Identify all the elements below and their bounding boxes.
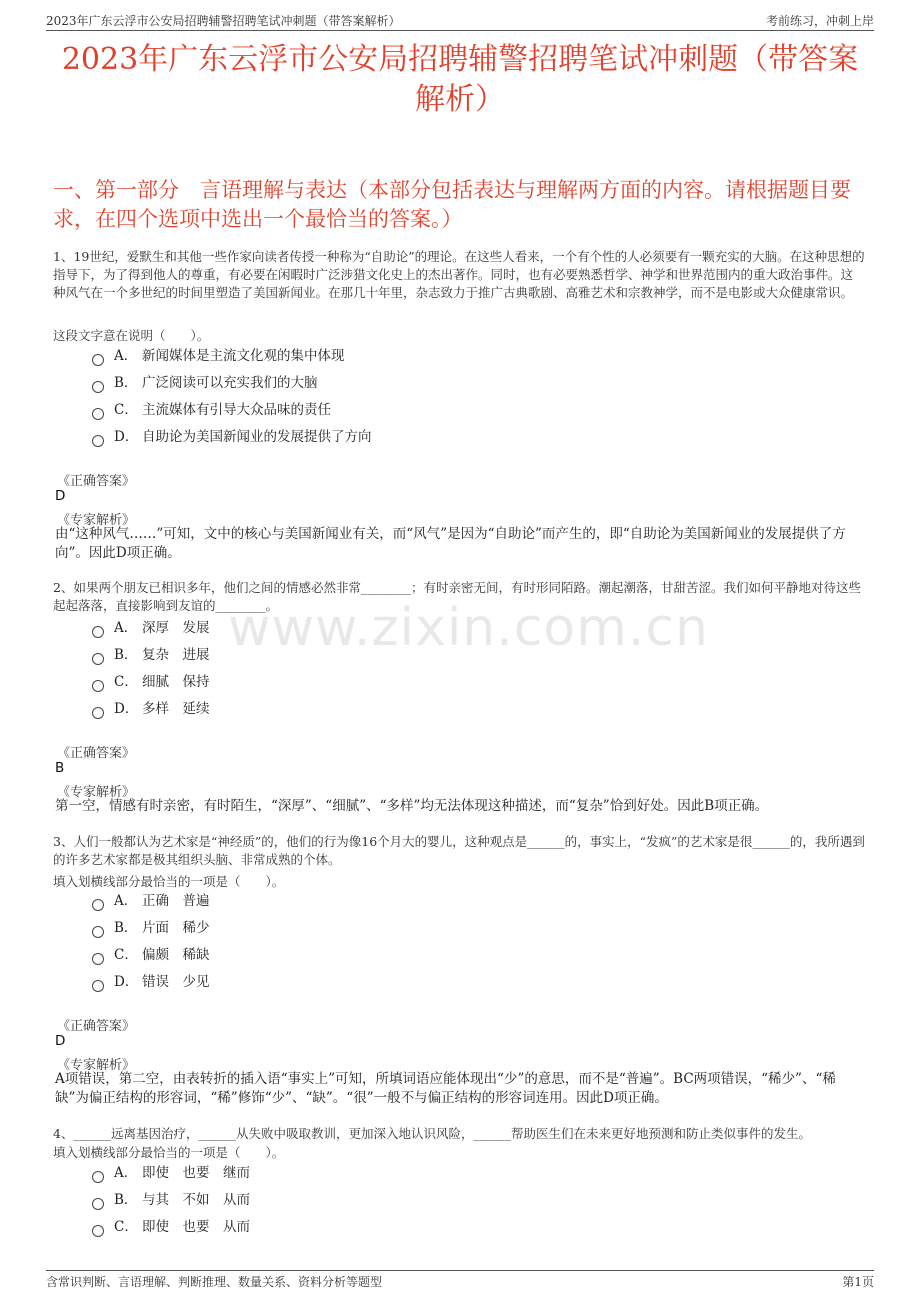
question-3-stem: 3、人们一般都认为艺术家是“神经质”的，他们的行为像16个月大的婴儿，这种观点是______的，事实上，“发疯”的艺术家是很______的，我所遇到的许多艺术家都是极其组织头脑、非常成熟的个体。 <box>53 834 865 867</box>
radio-icon[interactable] <box>92 435 104 447</box>
question-4-option-a[interactable]: A． 即使 也要 继而 <box>92 1163 250 1183</box>
question-1-prompt: 这段文字意在说明（ ）。 <box>53 328 210 343</box>
radio-icon[interactable] <box>92 1198 104 1210</box>
question-2-answer-label: 《正确答案》 <box>57 746 136 761</box>
question-1-answer: D <box>55 488 66 504</box>
header-slogan: 考前练习，冲刺上岸 <box>765 14 874 28</box>
question-1-option-b[interactable]: B． 广泛阅读可以充实我们的大脑 <box>92 373 318 393</box>
question-3-option-b[interactable]: B． 片面 稀少 <box>92 918 210 938</box>
question-4-option-c[interactable]: C． 即使 也要 从而 <box>92 1217 250 1237</box>
radio-icon[interactable] <box>92 1225 104 1237</box>
question-3-option-a[interactable]: A． 正确 普遍 <box>92 891 210 911</box>
question-1-answer-label: 《正确答案》 <box>57 474 136 489</box>
question-2-option-a[interactable]: A． 深厚 发展 <box>92 618 210 638</box>
question-3-prompt: 填入划横线部分最恰当的一项是（ ）。 <box>53 874 285 889</box>
page-number: 第1页 <box>842 1275 874 1289</box>
radio-icon[interactable] <box>92 626 104 638</box>
question-3-analysis: A项错误，第二空，由表转折的插入语“事实上”可知，所填词语应能体现出“少”的意思，而不是“普遍”。BC两项错误，“稀少”、“稀缺”为偏正结构的形容词，“稀”修饰“少”、“缺”。“很”一般不与偏正结构的形容词连用。因此D项正确。 <box>55 1071 836 1106</box>
question-2-stem: 2、如果两个朋友已相识多年，他们之间的情感必然非常________；有时亲密无间，有时形同陌路。潮起潮落，甘甜苦涩。我们如何平静地对待这些起起落落，直接影响到友谊的________。 <box>53 580 861 613</box>
watermark: www.zixin.com.cn <box>228 598 709 658</box>
header-doc-title: 2023年广东云浮市公安局招聘辅警招聘笔试冲刺题（带答案解析） <box>46 14 401 28</box>
radio-icon[interactable] <box>92 899 104 911</box>
question-2-analysis-label: 《专家解析》 <box>57 785 136 800</box>
question-2-option-c[interactable]: C． 细腻 保持 <box>92 672 210 692</box>
question-3-answer-label: 《正确答案》 <box>57 1019 136 1034</box>
question-4-prompt: 填入划横线部分最恰当的一项是（ ）。 <box>53 1145 285 1160</box>
question-4-option-b[interactable]: B． 与其 不如 从而 <box>92 1190 250 1210</box>
question-2-answer: B <box>55 760 65 776</box>
question-3-analysis-label: 《专家解析》 <box>57 1058 136 1073</box>
question-2-option-d[interactable]: D． 多样 延续 <box>92 699 210 719</box>
radio-icon[interactable] <box>92 354 104 366</box>
section-heading: 一、第一部分 言语理解与表达（本部分包括表达与理解两方面的内容。请根据题目要求，在四个选项中选出一个最恰当的答案。） <box>53 178 851 231</box>
question-2-analysis: 第一空，情感有时亲密，有时陌生，“深厚”、“细腻”、“多样”均无法体现这种描述，而“复杂”恰到好处。因此B项正确。 <box>55 798 769 814</box>
radio-icon[interactable] <box>92 707 104 719</box>
question-1-option-a[interactable]: A． 新闻媒体是主流文化观的集中体现 <box>92 346 345 366</box>
question-1-option-c[interactable]: C． 主流媒体有引导大众品味的责任 <box>92 400 331 420</box>
radio-icon[interactable] <box>92 953 104 965</box>
question-3-option-c[interactable]: C． 偏颇 稀缺 <box>92 945 210 965</box>
radio-icon[interactable] <box>92 381 104 393</box>
radio-icon[interactable] <box>92 408 104 420</box>
page-header <box>46 10 874 31</box>
question-1-analysis-label: 《专家解析》 <box>57 513 136 528</box>
question-1-option-d[interactable]: D． 自助论为美国新闻业的发展提供了方向 <box>92 427 372 447</box>
question-3-answer: D <box>55 1033 66 1049</box>
radio-icon[interactable] <box>92 653 104 665</box>
question-1-analysis: 由“这种风气……”可知，文中的核心与美国新闻业有关，而“风气”是因为“自助论”而产生的，即“自助论为美国新闻业的发展提供了方向”。因此D项正确。 <box>55 526 846 561</box>
radio-icon[interactable] <box>92 680 104 692</box>
question-1-stem: 1、19世纪，爱默生和其他一些作家向读者传授一种称为“自助论”的理论。在这些人看来，一个有个性的人必须要有一颗充实的大脑。在这种思想的指导下，为了得到他人的尊重，有必要在闲暇时广泛涉猎文化史上的杰出著作。同时，也有必要熟悉哲学、神学和世界范围内的重大政治事件。这种风气在一个多世纪的时间里塑造了美国新闻业。在那几十年里，杂志致力于推广古典歌剧、高雅艺术和宗教神学，而不是电影或大众健康常识。 <box>53 249 865 300</box>
radio-icon[interactable] <box>92 1171 104 1183</box>
document-title: 2023年广东云浮市公安局招聘辅警招聘笔试冲刺题（带答案解析） <box>61 42 859 117</box>
footer-topics: 含常识判断、言语理解、判断推理、数量关系、资料分析等题型 <box>46 1275 383 1289</box>
radio-icon[interactable] <box>92 926 104 938</box>
page-footer <box>46 1270 874 1293</box>
question-4-stem: 4、______远离基因治疗，______从失败中吸取教训，更加深入地认识风险，______帮助医生们在未来更好地预测和防止类似事件的发生。 <box>53 1126 811 1141</box>
question-2-option-b[interactable]: B． 复杂 进展 <box>92 645 210 665</box>
question-3-option-d[interactable]: D． 错误 少见 <box>92 972 210 992</box>
radio-icon[interactable] <box>92 980 104 992</box>
